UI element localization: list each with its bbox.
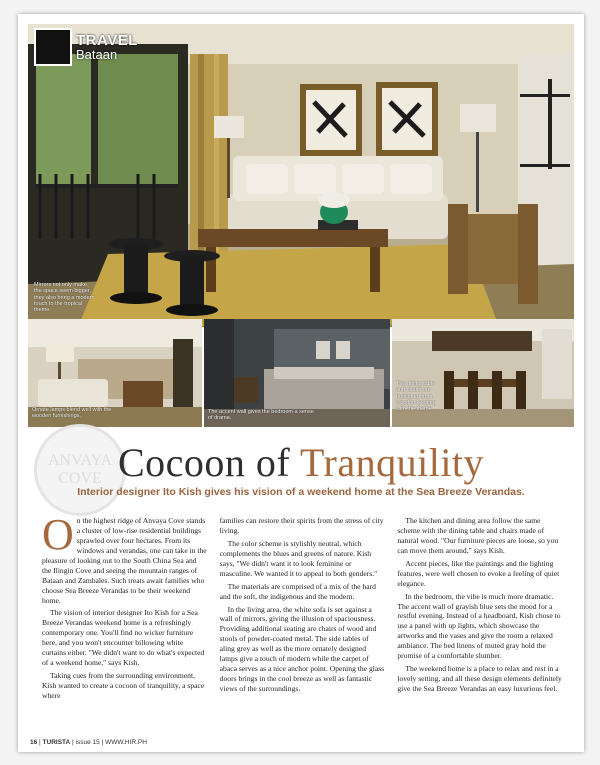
paragraph: The color scheme is stylishly neutral, which complements the blues and greens of nature. Kish says, "We didn't want it to look feminine or masculine. We wanted it to appeal to both genders." — [219, 538, 378, 578]
paragraph: The weekend home is a place to relax and rest in a lovely setting, and all these design elements definitely give the Sea Breeze Verandas an easy luxurious feel. — [397, 664, 562, 693]
article-subtitle: Interior designer Ito Kish gives his vision of a weekend home at the Sea Breeze Verandas. — [77, 486, 525, 498]
section-title: TRAVEL — [76, 32, 138, 49]
page-footer: 16 | TURISTA | issue 15 | WWW.HIR.PH — [30, 739, 147, 746]
magazine-name: TURISTA — [42, 739, 71, 746]
article-body — [42, 510, 562, 704]
paragraph — [42, 510, 207, 605]
paragraph-text: n the highest ridge of Anvaya Cove stands a cluster of low-rise residential buildings sprawled over four hectares. From its windows and verandas, one can take in the pleasure of looking out to the South China Sea and the Ilingin Cove and seeing the mountain ranges of Bataan and Zambales. Such treats await families who choose Sea Breeze Verandas to be their weekend home. — [42, 516, 207, 605]
logo-line2: COVE — [58, 470, 102, 487]
website-url: WWW.HIR.PH — [105, 739, 147, 746]
paragraph: families can restore their spirits from the stress of city living. — [219, 516, 384, 535]
section-badge — [34, 28, 138, 66]
dining-photo — [392, 319, 574, 427]
thumb2-caption: The accent wall gives the bedroom a sense of drama. — [208, 409, 314, 422]
issue-number: issue 15 — [75, 739, 100, 746]
title-part1: Cocoon of — [117, 440, 300, 485]
paragraph: The materials are comprised of a mix of the hard and the soft, the indigenous and the modern. — [219, 581, 376, 601]
thumb3-caption: The dining table and chairs are fashioned from wood in keeping with the theme. — [396, 381, 436, 413]
column-2 — [220, 516, 385, 704]
paragraph: Accent pieces, like the paintings and the lighting features, were well chosen to evoke a feeling of quiet elegance. — [397, 558, 560, 588]
paragraph: In the living area, the white sofa is set against a wall of mirrors, giving the illusion of spaciousness. Providing additional seating are chairs of wood and stools of powder-coated metal. The side tables of aling grey as well as the more ornately designed lamps give a touch of modern while the carpet of abaca serves as a nice anchor point. Opening the glass doors brings in the cool breeze as well as fantastic views of the surroundings. — [219, 604, 385, 693]
bedroom-photo — [204, 319, 390, 427]
paragraph: Taking cues from the surrounding environment, Kish wanted to create a cocoon of tranquility, a space where — [42, 671, 205, 700]
living-room-photo — [28, 24, 574, 327]
column-3 — [397, 516, 562, 704]
title-part2: Tranquility — [299, 440, 485, 485]
living-area-photo — [28, 319, 202, 427]
page-number: 16 — [30, 739, 38, 746]
main-photo-caption: Mirrors not only make the space seem bigger, they also bring a modern touch to the tropical theme. — [34, 282, 95, 314]
living-room-illustration — [28, 24, 574, 327]
section-label — [76, 33, 138, 61]
article-title — [18, 439, 584, 486]
logo-line1: ANVAYA — [47, 452, 113, 470]
photo-strip — [28, 319, 574, 427]
section-subtitle: Bataan — [76, 47, 118, 62]
map-icon — [34, 28, 72, 66]
thumb1-caption: Ornate lamps blend well with the wooden furnishings. — [32, 407, 112, 420]
paragraph: The kitchen and dining area follow the same scheme with the dining table and chairs made of natural wood. "Our furniture pieces are loose, so you can move them around," says Kish. — [397, 516, 559, 555]
paragraph: In the bedroom, the vibe is much more dramatic. The accent wall of grayish blue sets the mood for a restful evening. Instead of a headboard, Kish chose to use a panel with up lights, which showcase the artworks and the vases and give the room a relaxed ambiance. The bed linens of muted gray hold the promise of a comfortable slumber. — [397, 591, 561, 661]
magazine-page — [18, 14, 584, 752]
paragraph: The vision of interior designer Ito Kish for a Sea Breeze Verandas weekend home is a refreshingly contemporary one. You'll find no wicker furniture here, and you won't encounter billowing white curtains either. "We didn't want to do what's expected of a weekend home," says Kish. — [42, 608, 205, 668]
drop-cap: O — [42, 510, 74, 559]
column-1 — [42, 510, 207, 704]
